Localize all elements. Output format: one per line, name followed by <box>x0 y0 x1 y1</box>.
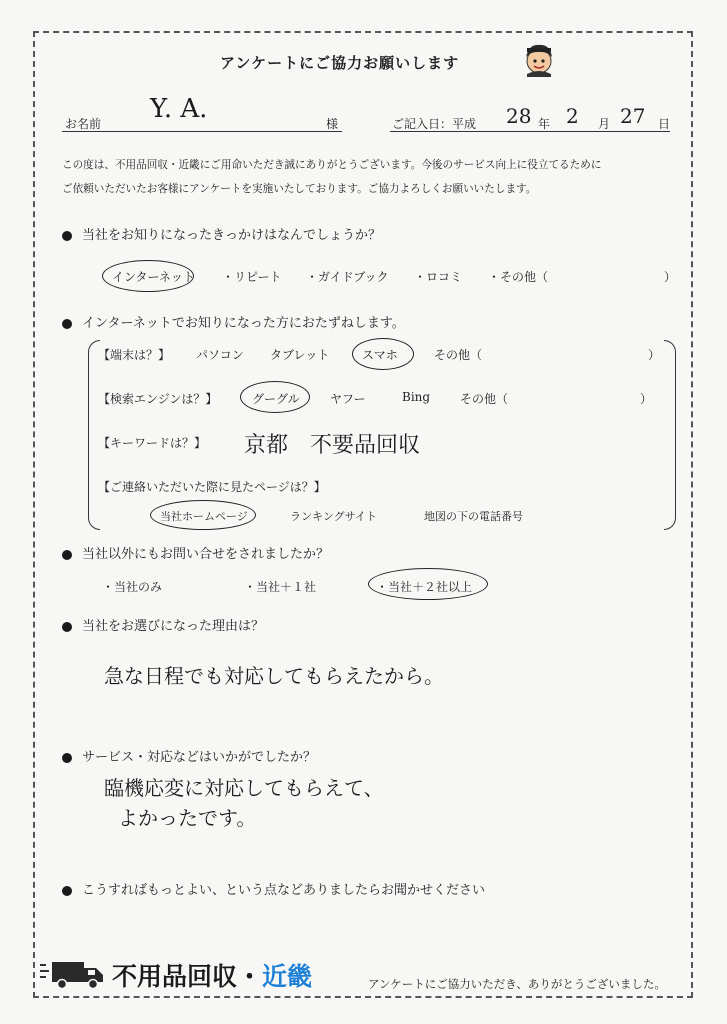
q5-answer-line-1: 臨機応変に対応してもらえて、 <box>104 776 384 800</box>
name-underline <box>62 131 342 132</box>
device-pc[interactable]: パソコン <box>196 348 244 362</box>
page-map-phone[interactable]: 地図の下の電話番号 <box>424 510 523 523</box>
question-5: サービス・対応などはいかがでしたか？ <box>62 746 316 765</box>
page-title: アンケートにご協力お願いします <box>220 54 460 72</box>
q1-option-repeat[interactable]: ・リピート <box>222 270 282 284</box>
q1-option-internet[interactable]: インターネット <box>112 270 195 284</box>
device-smartphone[interactable]: スマホ <box>362 348 398 362</box>
engine-label: 【検索エンジンは？】 <box>98 392 218 406</box>
q3-selected-circle <box>368 568 488 600</box>
q4-answer: 急な日程でも対応してもらえたから。 <box>104 664 444 688</box>
q1-selected-circle <box>102 260 194 292</box>
bullet-icon <box>62 319 72 329</box>
device-other-close: ） <box>648 348 661 362</box>
date-month: 2 <box>566 104 579 128</box>
question-3: 当社以外にもお問い合せをされましたか？ <box>62 543 329 562</box>
engine-yahoo[interactable]: ヤフー <box>330 392 366 406</box>
day-unit: 日 <box>658 117 671 131</box>
page-homepage[interactable]: 当社ホームページ <box>160 510 248 523</box>
device-selected-circle <box>352 338 414 370</box>
mascot-face-icon <box>521 41 557 77</box>
thanks-message: アンケートにご協力いただき、ありがとうございました。 <box>368 977 666 991</box>
q5-answer-line-2: よかったです。 <box>118 806 257 830</box>
bullet-icon <box>62 550 72 560</box>
engine-bing[interactable]: Bing <box>402 390 431 404</box>
device-other[interactable]: その他（ <box>434 348 483 362</box>
keyword-label: 【キーワードは？】 <box>98 436 207 450</box>
keyword-value: 京都 不要品回収 <box>244 433 421 458</box>
q1-option-other[interactable]: ・その他（ <box>488 270 549 284</box>
q1-other-close: ） <box>664 270 677 284</box>
truck-icon <box>40 960 106 990</box>
bullet-icon <box>62 622 72 632</box>
q1-option-guidebook[interactable]: ・ガイドブック <box>306 270 389 284</box>
device-label: 【端末は？】 <box>98 348 171 362</box>
date-underline <box>390 131 670 132</box>
bullet-icon <box>62 753 72 763</box>
date-day: 27 <box>620 104 646 128</box>
name-value: Y. A. <box>150 94 208 124</box>
bullet-icon <box>62 231 72 241</box>
page-ranking-site[interactable]: ランキングサイト <box>290 510 377 523</box>
month-unit: 月 <box>598 117 611 131</box>
page-label: 【ご連絡いただいた際に見たページは？】 <box>98 480 326 494</box>
bullet-icon <box>62 886 72 896</box>
question-6: こうすればもっとよい、という点などありましたらお聞かせください <box>62 879 485 898</box>
engine-google[interactable]: グーグル <box>252 392 300 406</box>
company-logo: 不用品回収・近畿 <box>112 962 313 991</box>
intro-line-2: ご依頼いただいたお客様にアンケートを実施いたしております。ご協力よろしくお願いいたします。 <box>62 183 537 195</box>
bracket-right <box>664 340 676 530</box>
year-unit: 年 <box>538 117 551 131</box>
q1-option-word-of-mouth[interactable]: ・ロコミ <box>414 270 463 284</box>
engine-selected-circle <box>240 381 310 413</box>
question-1: 当社をお知りになったきっかけはなんでしょうか？ <box>62 224 381 243</box>
question-2: インターネットでお知りになった方におたずねします。 <box>62 312 405 331</box>
intro-line-1: この度は、不用品回収・近畿にご用命いただき誠にありがとうございます。今後のサービス向上に役立てるために <box>62 159 602 171</box>
honorific-label: 様 <box>326 117 339 131</box>
device-tablet[interactable]: タブレット <box>270 348 330 362</box>
engine-other[interactable]: その他（ <box>460 392 509 406</box>
q3-option-only-us[interactable]: ・当社のみ <box>102 580 163 594</box>
q3-option-plus-two[interactable]: ・当社＋２社以上 <box>376 580 473 594</box>
engine-other-close: ） <box>640 392 653 406</box>
date-label: ご記入日：平成 <box>392 117 477 131</box>
date-year: 28 <box>506 104 532 128</box>
q3-option-plus-one[interactable]: ・当社＋１社 <box>244 580 317 594</box>
name-label: お名前 <box>65 117 102 131</box>
question-4: 当社をお選びになった理由は？ <box>62 615 264 634</box>
page-selected-circle <box>150 500 256 530</box>
